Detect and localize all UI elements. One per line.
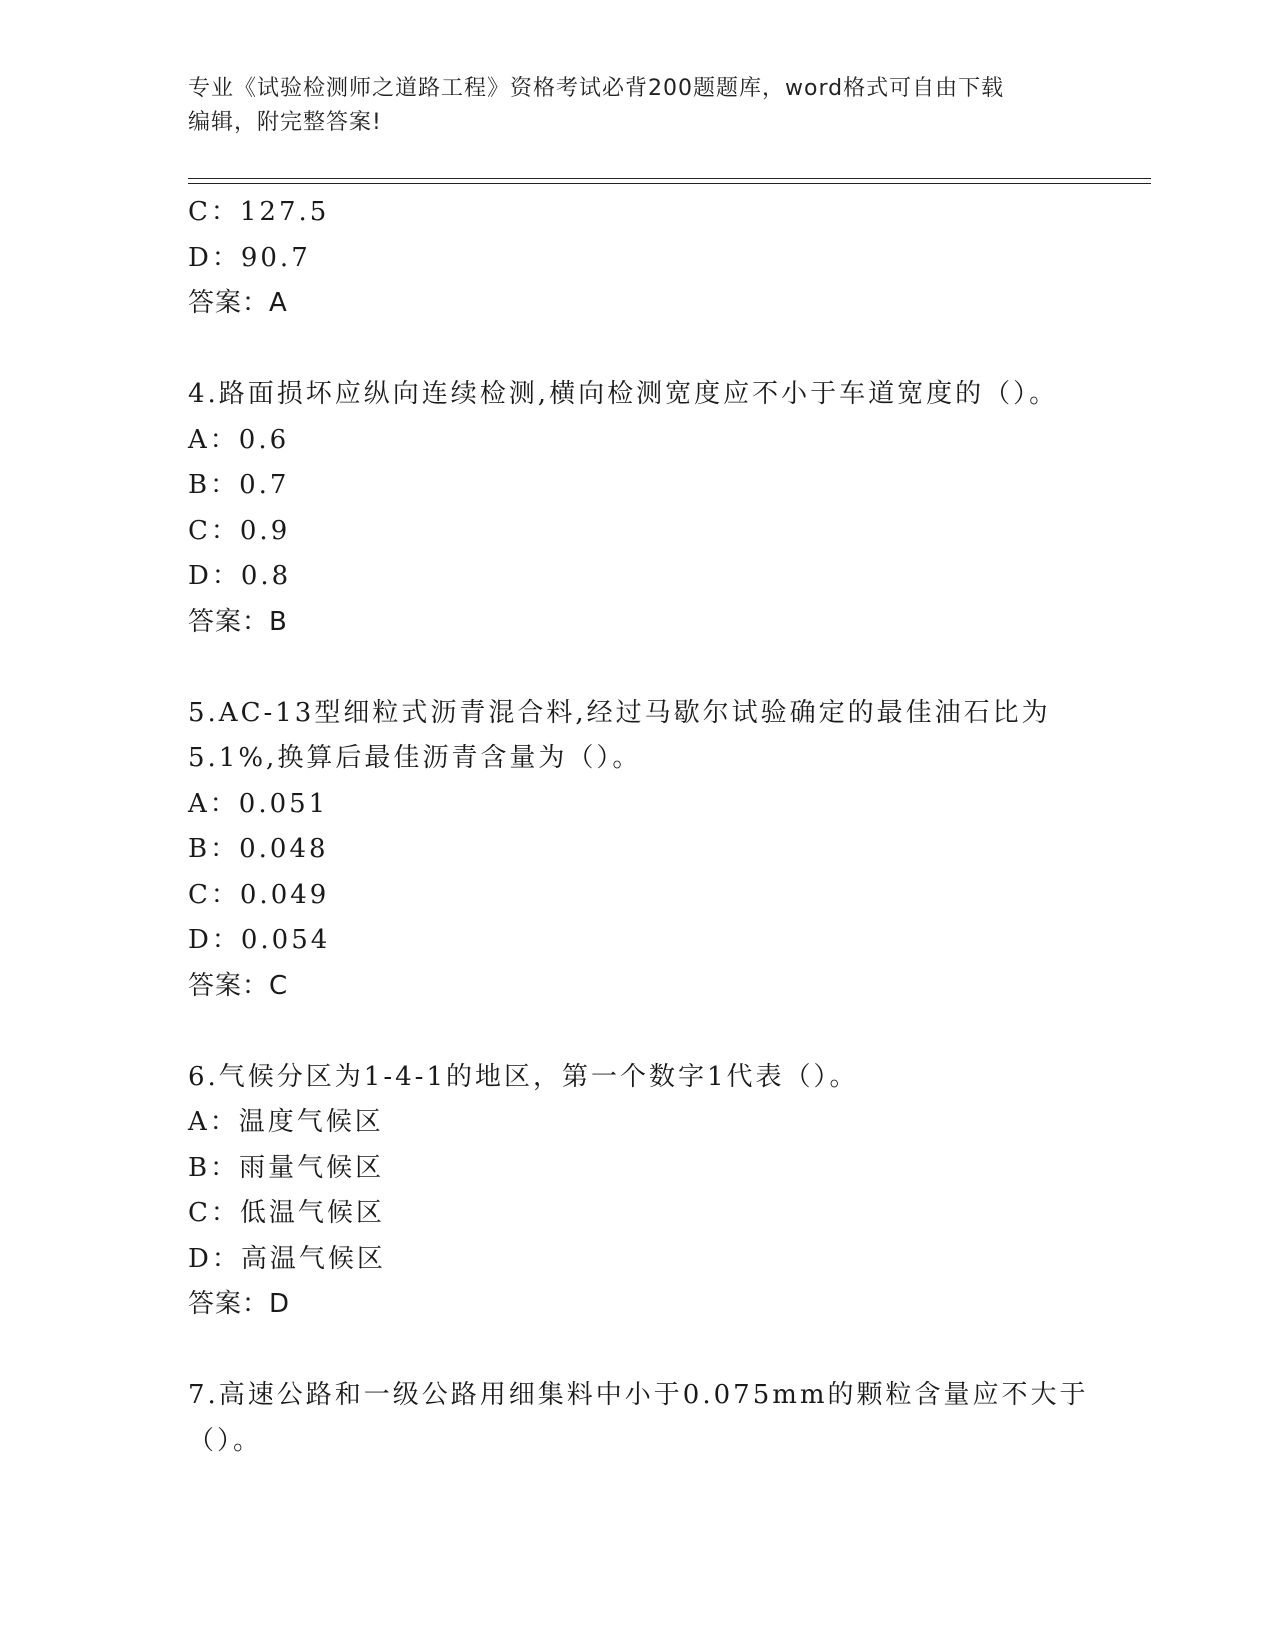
- question-3: [188, 190, 1148, 327]
- question-stem-line-1: 5.AC-13型细粒式沥青混合料,经过马歇尔试验确定的最佳油石比为: [188, 697, 1051, 728]
- question-stem: 6.气候分区为1-4-1的地区，第一个数字1代表（）。: [188, 1061, 859, 1092]
- header-divider-top: [188, 178, 1151, 179]
- option-b: B：0.048: [188, 834, 329, 864]
- option-d: D：0.8: [188, 561, 292, 591]
- option-c: C：0.9: [188, 515, 291, 546]
- option-d: D：0.054: [188, 925, 331, 955]
- header-divider-bottom: [188, 183, 1151, 184]
- option-c: C：127.5: [188, 197, 330, 227]
- header-title-line-2: 编辑，附完整答案!: [188, 110, 382, 135]
- spacer: [188, 1009, 1148, 1055]
- question-list: [188, 190, 1148, 1464]
- option-c: C：低温气候区: [188, 1198, 385, 1228]
- question-6: [188, 1055, 1148, 1328]
- question-stem-line-1: 7.高速公路和一级公路用细集料中小于0.075mm的颗粒含量应不大于: [188, 1380, 1089, 1410]
- option-b: B：雨量气候区: [188, 1152, 385, 1183]
- option-d: D：高温气候区: [188, 1243, 386, 1274]
- header-title-line-1: 专业《试验检测师之道路工程》资格考试必背200题题库，word格式可自由下载: [188, 76, 1005, 101]
- question-stem-line-2: 5.1%,换算后最佳沥青含量为（）。: [188, 743, 642, 773]
- question-stem-line-2: （）。: [188, 1425, 263, 1456]
- spacer: [188, 645, 1148, 691]
- question-7: [188, 1373, 1148, 1464]
- option-d: D：90.7: [188, 242, 311, 273]
- option-a: A：温度气候区: [188, 1107, 384, 1137]
- question-4: [188, 372, 1148, 645]
- answer: 答案：C: [188, 970, 289, 1001]
- spacer: [188, 1328, 1148, 1374]
- option-c: C：0.049: [188, 879, 330, 910]
- answer: 答案：A: [188, 288, 288, 318]
- option-a: A：0.6: [188, 424, 290, 455]
- spacer: [188, 327, 1148, 373]
- question-stem: 4.路面损坏应纵向连续检测,横向检测宽度应不小于车道宽度的（）。: [188, 379, 1059, 409]
- answer: 答案：B: [188, 606, 288, 637]
- option-a: A：0.051: [188, 788, 329, 819]
- page-header: [188, 72, 1088, 140]
- question-5: [188, 691, 1148, 1010]
- option-b: B：0.7: [188, 470, 290, 500]
- answer: 答案：D: [188, 1289, 291, 1319]
